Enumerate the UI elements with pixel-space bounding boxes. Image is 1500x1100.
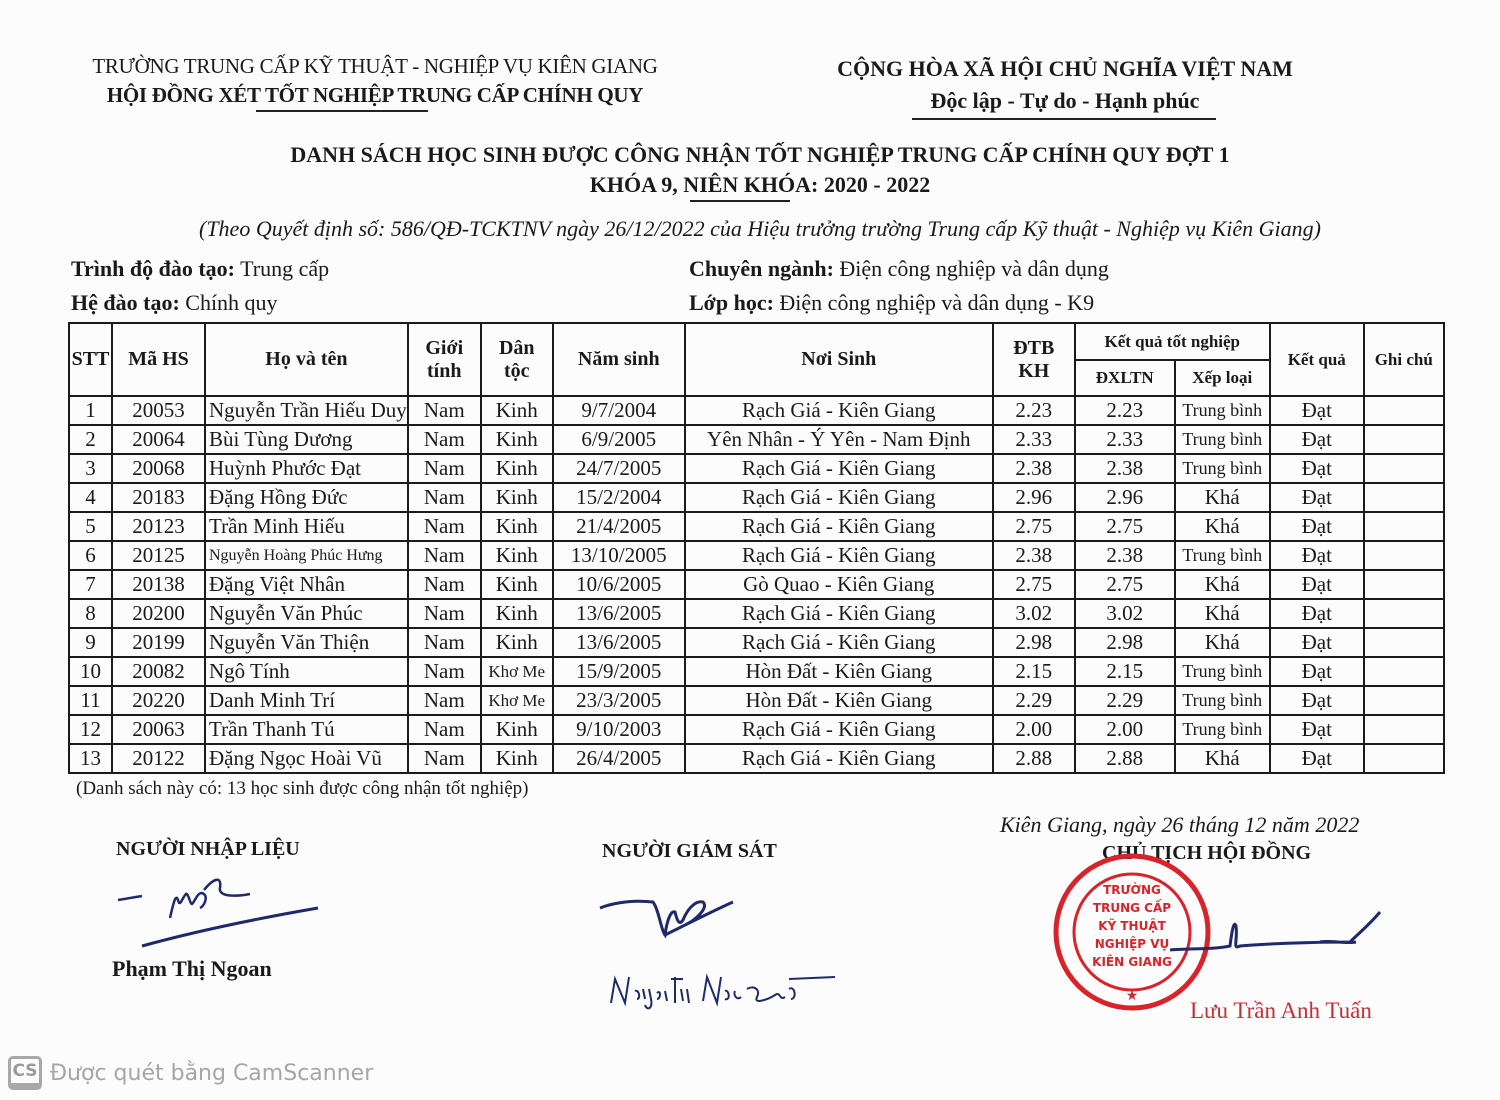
stamp-line-2: TRUNG CẤP bbox=[1092, 901, 1172, 915]
stamp-line-1: TRƯỜNG bbox=[1103, 883, 1161, 897]
cell-full-name: Nguyễn Văn Phúc bbox=[205, 599, 408, 628]
stamp-line-3: KỸ THUẬT bbox=[1098, 919, 1166, 933]
table-row bbox=[69, 686, 1444, 715]
cell-gender: Nam bbox=[408, 570, 481, 599]
school-name: TRƯỜNG TRUNG CẤP KỸ THUẬT - NGHIỆP VỤ KIÊN GIANG bbox=[92, 54, 658, 78]
cell-gpa: 2.98 bbox=[993, 628, 1075, 657]
supervisor-title: NGƯỜI GIÁM SÁT bbox=[602, 840, 777, 862]
cell-student-id: 20064 bbox=[112, 425, 205, 454]
training-system-label: Hệ đào tạo: bbox=[71, 290, 180, 315]
camscanner-watermark bbox=[8, 1056, 373, 1090]
cell-result: Đạt bbox=[1270, 628, 1364, 657]
cell-result: Đạt bbox=[1270, 425, 1364, 454]
cell-birth-date: 21/4/2005 bbox=[553, 512, 685, 541]
place-date: Kiên Giang, ngày 26 tháng 12 năm 2022 bbox=[1000, 812, 1360, 837]
table-row bbox=[69, 541, 1444, 570]
cell-birth-place: Rạch Giá - Kiên Giang bbox=[685, 541, 993, 570]
cell-birth-date: 13/6/2005 bbox=[553, 599, 685, 628]
cell-stt: 1 bbox=[69, 396, 112, 425]
col-gpa-line1: ĐTB bbox=[1013, 336, 1055, 359]
cell-classification: Trung bình bbox=[1175, 396, 1270, 425]
col-classification: Xếp loại bbox=[1175, 360, 1270, 396]
cell-gpa: 2.23 bbox=[993, 396, 1075, 425]
cell-result: Đạt bbox=[1270, 657, 1364, 686]
cell-birth-place: Hòn Đất - Kiên Giang bbox=[685, 657, 993, 686]
cell-stt: 7 bbox=[69, 570, 112, 599]
cell-full-name: Đặng Hồng Đức bbox=[205, 483, 408, 512]
table-row bbox=[69, 657, 1444, 686]
col-gender-line2: tính bbox=[427, 359, 462, 382]
cell-stt: 4 bbox=[69, 483, 112, 512]
col-ethnicity-line2: tộc bbox=[503, 359, 530, 382]
col-note: Ghi chú bbox=[1364, 323, 1444, 396]
cell-student-id: 20220 bbox=[112, 686, 205, 715]
stamp-star: ★ bbox=[1125, 989, 1139, 1004]
cell-note bbox=[1364, 570, 1444, 599]
cell-dxltn: 2.00 bbox=[1075, 715, 1175, 744]
training-level-value: Trung cấp bbox=[240, 256, 330, 281]
cell-birth-place: Rạch Giá - Kiên Giang bbox=[685, 396, 993, 425]
cell-note bbox=[1364, 454, 1444, 483]
cell-gender: Nam bbox=[408, 512, 481, 541]
cell-classification: Khá bbox=[1175, 744, 1270, 773]
cell-classification: Khá bbox=[1175, 570, 1270, 599]
cell-gender: Nam bbox=[408, 541, 481, 570]
training-level-label: Trình độ đào tạo: bbox=[71, 256, 236, 281]
cell-dxltn: 2.38 bbox=[1075, 541, 1175, 570]
chairman-name: Lưu Trần Anh Tuấn bbox=[1190, 998, 1372, 1023]
cell-full-name: Nguyễn Văn Thiện bbox=[205, 628, 408, 657]
cell-classification: Trung bình bbox=[1175, 425, 1270, 454]
cell-stt: 9 bbox=[69, 628, 112, 657]
cell-birth-date: 9/7/2004 bbox=[553, 396, 685, 425]
cell-note bbox=[1364, 512, 1444, 541]
cell-dxltn: 2.15 bbox=[1075, 657, 1175, 686]
class-label: Lớp học: bbox=[689, 290, 774, 315]
cell-note bbox=[1364, 715, 1444, 744]
cell-note bbox=[1364, 541, 1444, 570]
camscanner-logo-icon: CS bbox=[8, 1056, 42, 1090]
cell-full-name: Danh Minh Trí bbox=[205, 686, 408, 715]
col-gender-line1: Giới bbox=[425, 336, 464, 359]
cell-birth-date: 10/6/2005 bbox=[553, 570, 685, 599]
cell-ethnicity: Khơ Me bbox=[481, 686, 553, 715]
cell-stt: 3 bbox=[69, 454, 112, 483]
cell-gpa: 2.29 bbox=[993, 686, 1075, 715]
class bbox=[689, 290, 1094, 316]
col-dxltn: ĐXLTN bbox=[1075, 360, 1175, 396]
council-name: HỘI ĐỒNG XÉT TỐT NGHIỆP TRUNG CẤP CHÍNH QUY bbox=[106, 83, 644, 107]
cell-birth-place: Rạch Giá - Kiên Giang bbox=[685, 628, 993, 657]
table-row bbox=[69, 570, 1444, 599]
cell-stt: 11 bbox=[69, 686, 112, 715]
cell-ethnicity: Kinh bbox=[481, 744, 553, 773]
cell-result: Đạt bbox=[1270, 599, 1364, 628]
major-label: Chuyên ngành: bbox=[689, 256, 834, 281]
divider bbox=[256, 110, 428, 112]
cell-student-id: 20200 bbox=[112, 599, 205, 628]
cell-ethnicity: Kinh bbox=[481, 599, 553, 628]
cell-student-id: 20122 bbox=[112, 744, 205, 773]
cell-birth-place: Rạch Giá - Kiên Giang bbox=[685, 454, 993, 483]
cell-birth-date: 6/9/2005 bbox=[553, 425, 685, 454]
cell-result: Đạt bbox=[1270, 454, 1364, 483]
table-body bbox=[69, 396, 1444, 773]
cell-student-id: 20053 bbox=[112, 396, 205, 425]
cell-gpa: 2.38 bbox=[993, 541, 1075, 570]
cell-birth-place: Yên Nhân - Ý Yên - Nam Định bbox=[685, 425, 993, 454]
cell-dxltn: 2.29 bbox=[1075, 686, 1175, 715]
title-line-1: DANH SÁCH HỌC SINH ĐƯỢC CÔNG NHẬN TỐT NGHIỆP TRUNG CẤP CHÍNH QUY ĐỢT 1 bbox=[290, 142, 1230, 167]
stamp-line-5: KIÊN GIANG bbox=[1092, 955, 1172, 969]
cell-classification: Khá bbox=[1175, 512, 1270, 541]
cell-note bbox=[1364, 744, 1444, 773]
cell-birth-place: Rạch Giá - Kiên Giang bbox=[685, 744, 993, 773]
cell-gender: Nam bbox=[408, 396, 481, 425]
data-entry-signature bbox=[100, 860, 340, 960]
col-ethnicity bbox=[481, 323, 553, 396]
cell-note bbox=[1364, 483, 1444, 512]
cell-full-name: Đặng Việt Nhân bbox=[205, 570, 408, 599]
data-entry-name: Phạm Thị Ngoan bbox=[112, 956, 272, 981]
table-row bbox=[69, 454, 1444, 483]
chairman-title: CHỦ TỊCH HỘI ĐỒNG bbox=[1102, 842, 1312, 864]
cell-gpa: 2.33 bbox=[993, 425, 1075, 454]
camscanner-text: Được quét bằng CamScanner bbox=[50, 1060, 374, 1086]
cell-classification: Trung bình bbox=[1175, 686, 1270, 715]
col-graduation-result: Kết quả tốt nghiệp bbox=[1075, 323, 1270, 360]
document-title bbox=[60, 140, 1460, 200]
cell-note bbox=[1364, 599, 1444, 628]
cell-full-name: Đặng Ngọc Hoài Vũ bbox=[205, 744, 408, 773]
cell-ethnicity: Kinh bbox=[481, 425, 553, 454]
cell-note bbox=[1364, 396, 1444, 425]
cell-classification: Khá bbox=[1175, 483, 1270, 512]
cell-student-id: 20068 bbox=[112, 454, 205, 483]
cell-stt: 5 bbox=[69, 512, 112, 541]
cell-gender: Nam bbox=[408, 628, 481, 657]
table-row bbox=[69, 483, 1444, 512]
col-birth-date: Năm sinh bbox=[553, 323, 685, 396]
cell-ethnicity: Kinh bbox=[481, 628, 553, 657]
cell-gender: Nam bbox=[408, 744, 481, 773]
supervisor-name-handwritten bbox=[605, 965, 845, 1015]
cell-ethnicity: Kinh bbox=[481, 396, 553, 425]
cell-note bbox=[1364, 686, 1444, 715]
cell-dxltn: 2.23 bbox=[1075, 396, 1175, 425]
cell-dxltn: 2.75 bbox=[1075, 570, 1175, 599]
cell-student-id: 20082 bbox=[112, 657, 205, 686]
cell-ethnicity: Kinh bbox=[481, 512, 553, 541]
cell-note bbox=[1364, 425, 1444, 454]
cell-birth-date: 26/4/2005 bbox=[553, 744, 685, 773]
title-line-2: KHÓA 9, NIÊN KHÓA: 2020 - 2022 bbox=[589, 172, 931, 197]
cell-gpa: 2.00 bbox=[993, 715, 1075, 744]
cell-gpa: 2.75 bbox=[993, 570, 1075, 599]
cell-student-id: 20138 bbox=[112, 570, 205, 599]
cell-gpa: 3.02 bbox=[993, 599, 1075, 628]
cell-result: Đạt bbox=[1270, 541, 1364, 570]
national-motto: Độc lập - Tự do - Hạnh phúc bbox=[930, 88, 1200, 113]
major bbox=[689, 256, 1109, 282]
national-header bbox=[790, 56, 1340, 114]
cell-full-name: Trần Thanh Tú bbox=[205, 715, 408, 744]
cell-birth-date: 15/2/2004 bbox=[553, 483, 685, 512]
cell-stt: 13 bbox=[69, 744, 112, 773]
col-stt: STT bbox=[69, 323, 112, 396]
cell-gpa: 2.88 bbox=[993, 744, 1075, 773]
cell-student-id: 20125 bbox=[112, 541, 205, 570]
cell-ethnicity: Kinh bbox=[481, 541, 553, 570]
table-row bbox=[69, 425, 1444, 454]
cell-note bbox=[1364, 657, 1444, 686]
cell-birth-date: 9/10/2003 bbox=[553, 715, 685, 744]
cell-full-name: Huỳnh Phước Đạt bbox=[205, 454, 408, 483]
cell-classification: Trung bình bbox=[1175, 715, 1270, 744]
training-system bbox=[71, 290, 278, 316]
table-row bbox=[69, 396, 1444, 425]
cell-result: Đạt bbox=[1270, 570, 1364, 599]
cell-dxltn: 2.96 bbox=[1075, 483, 1175, 512]
col-gpa-line2: KH bbox=[1018, 359, 1050, 382]
list-count-note: (Danh sách này có: 13 học sinh được công nhận tốt nghiệp) bbox=[76, 778, 529, 799]
cell-full-name: Nguyễn Trần Hiếu Duy bbox=[205, 396, 408, 425]
cell-dxltn: 2.88 bbox=[1075, 744, 1175, 773]
cell-classification: Khá bbox=[1175, 599, 1270, 628]
cell-dxltn: 2.33 bbox=[1075, 425, 1175, 454]
col-student-id: Mã HS bbox=[112, 323, 205, 396]
divider bbox=[690, 200, 790, 202]
cell-ethnicity: Kinh bbox=[481, 483, 553, 512]
cell-stt: 10 bbox=[69, 657, 112, 686]
cell-full-name: Ngô Tính bbox=[205, 657, 408, 686]
cell-stt: 6 bbox=[69, 541, 112, 570]
cell-result: Đạt bbox=[1270, 715, 1364, 744]
cell-classification: Trung bình bbox=[1175, 657, 1270, 686]
cell-ethnicity: Kinh bbox=[481, 715, 553, 744]
chairman-signature bbox=[1170, 900, 1390, 970]
cell-stt: 12 bbox=[69, 715, 112, 744]
col-ethnicity-line1: Dân bbox=[498, 336, 535, 359]
school-header bbox=[60, 54, 690, 108]
cell-birth-date: 23/3/2005 bbox=[553, 686, 685, 715]
cell-student-id: 20123 bbox=[112, 512, 205, 541]
col-gender bbox=[408, 323, 481, 396]
cell-gender: Nam bbox=[408, 454, 481, 483]
cell-classification: Trung bình bbox=[1175, 541, 1270, 570]
graduates-table bbox=[68, 322, 1445, 774]
cell-full-name: Nguyễn Hoàng Phúc Hưng bbox=[205, 541, 408, 570]
cell-stt: 2 bbox=[69, 425, 112, 454]
training-system-value: Chính quy bbox=[185, 290, 278, 315]
cell-ethnicity: Khơ Me bbox=[481, 657, 553, 686]
cell-stt: 8 bbox=[69, 599, 112, 628]
cell-ethnicity: Kinh bbox=[481, 570, 553, 599]
cell-birth-date: 15/9/2005 bbox=[553, 657, 685, 686]
cell-gpa: 2.75 bbox=[993, 512, 1075, 541]
cell-birth-place: Hòn Đất - Kiên Giang bbox=[685, 686, 993, 715]
cell-gender: Nam bbox=[408, 715, 481, 744]
supervisor-signature bbox=[595, 880, 745, 950]
training-level bbox=[71, 256, 329, 282]
decision-reference: (Theo Quyết định số: 586/QĐ-TCKTNV ngày 26/12/2022 của Hiệu trưởng trường Trung cấp Kỹ thuật - Nghiệp vụ Kiên Giang) bbox=[199, 216, 1321, 241]
republic-name: CỘNG HÒA XÃ HỘI CHỦ NGHĨA VIỆT NAM bbox=[837, 56, 1293, 81]
table-row bbox=[69, 715, 1444, 744]
cell-dxltn: 2.75 bbox=[1075, 512, 1175, 541]
cell-birth-date: 13/10/2005 bbox=[553, 541, 685, 570]
cell-result: Đạt bbox=[1270, 396, 1364, 425]
cell-result: Đạt bbox=[1270, 483, 1364, 512]
cell-gpa: 2.96 bbox=[993, 483, 1075, 512]
cell-gpa: 2.38 bbox=[993, 454, 1075, 483]
cell-result: Đạt bbox=[1270, 512, 1364, 541]
class-value: Điện công nghiệp và dân dụng - K9 bbox=[779, 290, 1095, 315]
divider bbox=[912, 118, 1216, 120]
col-gpa bbox=[993, 323, 1075, 396]
cell-full-name: Trần Minh Hiếu bbox=[205, 512, 408, 541]
cell-birth-place: Rạch Giá - Kiên Giang bbox=[685, 512, 993, 541]
cell-birth-place: Rạch Giá - Kiên Giang bbox=[685, 483, 993, 512]
cell-classification: Trung bình bbox=[1175, 454, 1270, 483]
cell-birth-place: Rạch Giá - Kiên Giang bbox=[685, 599, 993, 628]
table-row bbox=[69, 512, 1444, 541]
cell-gender: Nam bbox=[408, 483, 481, 512]
cell-gender: Nam bbox=[408, 657, 481, 686]
cell-student-id: 20199 bbox=[112, 628, 205, 657]
cell-result: Đạt bbox=[1270, 686, 1364, 715]
cell-birth-place: Rạch Giá - Kiên Giang bbox=[685, 715, 993, 744]
cell-full-name: Bùi Tùng Dương bbox=[205, 425, 408, 454]
cell-gender: Nam bbox=[408, 686, 481, 715]
data-entry-title: NGƯỜI NHẬP LIỆU bbox=[116, 838, 300, 860]
cell-note bbox=[1364, 628, 1444, 657]
cell-gpa: 2.15 bbox=[993, 657, 1075, 686]
stamp-line-4: NGHIỆP VỤ bbox=[1094, 937, 1170, 951]
cell-dxltn: 2.98 bbox=[1075, 628, 1175, 657]
major-value: Điện công nghiệp và dân dụng bbox=[839, 256, 1109, 281]
cell-student-id: 20183 bbox=[112, 483, 205, 512]
table-row bbox=[69, 599, 1444, 628]
cell-classification: Khá bbox=[1175, 628, 1270, 657]
cell-birth-place: Gò Quao - Kiên Giang bbox=[685, 570, 993, 599]
col-birth-place: Nơi Sinh bbox=[685, 323, 993, 396]
table-row bbox=[69, 628, 1444, 657]
cell-student-id: 20063 bbox=[112, 715, 205, 744]
cell-dxltn: 3.02 bbox=[1075, 599, 1175, 628]
cell-ethnicity: Kinh bbox=[481, 454, 553, 483]
cell-result: Đạt bbox=[1270, 744, 1364, 773]
cell-gender: Nam bbox=[408, 425, 481, 454]
cell-birth-date: 24/7/2005 bbox=[553, 454, 685, 483]
col-full-name: Họ và tên bbox=[205, 323, 408, 396]
cell-gender: Nam bbox=[408, 599, 481, 628]
cell-dxltn: 2.38 bbox=[1075, 454, 1175, 483]
table-row bbox=[69, 744, 1444, 773]
col-result: Kết quả bbox=[1270, 323, 1364, 396]
cell-birth-date: 13/6/2005 bbox=[553, 628, 685, 657]
